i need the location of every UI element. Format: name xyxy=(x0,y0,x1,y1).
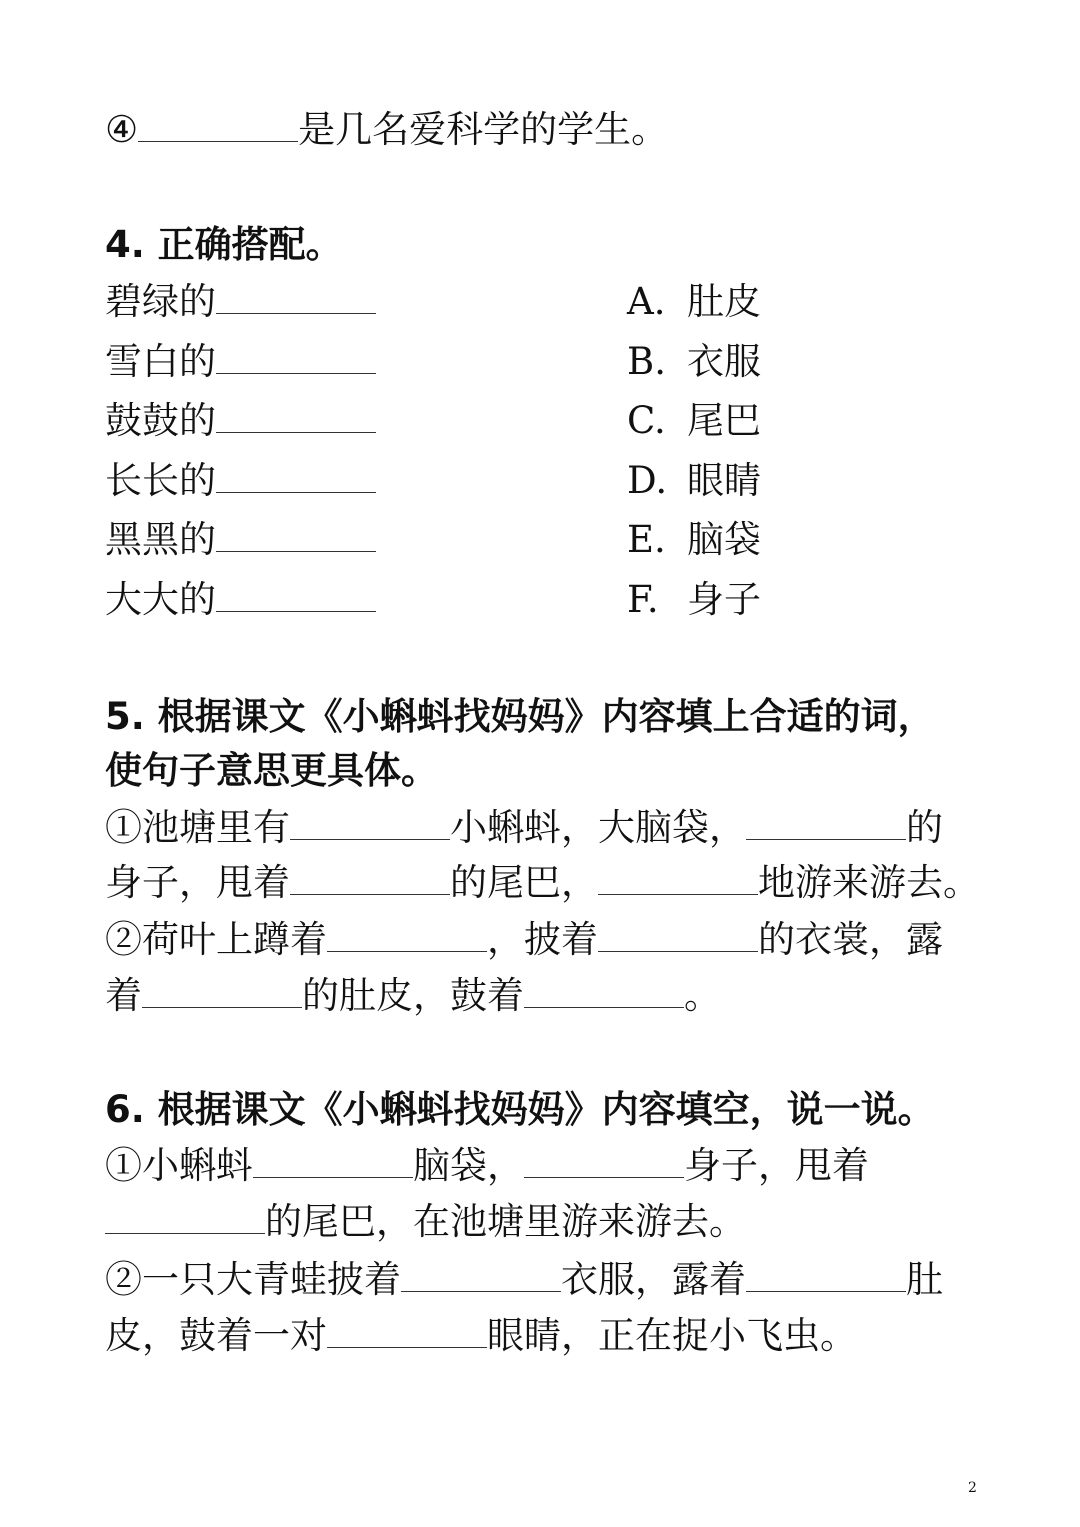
q5-line xyxy=(105,918,943,962)
line-text: 的肚皮，鼓着 xyxy=(302,974,524,1017)
line-text: 的衣裳，露 xyxy=(758,918,943,961)
line-text: ①池塘里有 xyxy=(105,806,290,849)
blank[interactable] xyxy=(746,1261,906,1292)
blank[interactable] xyxy=(105,1203,265,1234)
blank[interactable] xyxy=(401,1261,561,1292)
line-text: 身子，甩着 xyxy=(684,1144,869,1187)
line-text: 的 xyxy=(906,806,943,849)
q4-title: 4. 正确搭配。 xyxy=(105,223,343,266)
q5-line xyxy=(105,806,943,850)
option-text: 眼睛 xyxy=(687,458,761,502)
blank[interactable] xyxy=(253,1147,413,1178)
blank[interactable] xyxy=(746,809,906,840)
q6-title: 6. 根据课文《小蝌蚪找妈妈》内容填空，说一说。 xyxy=(105,1088,935,1131)
item-text: 是几名爱科学的学生。 xyxy=(298,108,669,151)
line-text: ②荷叶上蹲着 xyxy=(105,918,327,961)
q3-item4 xyxy=(105,108,668,152)
line-text: ②一只大青蛙披着 xyxy=(105,1258,401,1301)
blank[interactable] xyxy=(216,521,376,552)
blank[interactable] xyxy=(216,581,376,612)
match-option xyxy=(627,578,761,622)
blank[interactable] xyxy=(216,462,376,493)
line-text: 衣服，露着 xyxy=(561,1258,746,1301)
option-letter: F. xyxy=(627,578,659,621)
match-option xyxy=(627,399,761,443)
blank[interactable] xyxy=(598,864,758,895)
q5-title-cont: 使句子意思更具体。 xyxy=(105,749,438,792)
match-left-text: 雪白的 xyxy=(105,339,216,383)
option-text: 脑袋 xyxy=(687,518,761,562)
option-text: 衣服 xyxy=(687,339,761,383)
q6-line xyxy=(105,1144,869,1188)
line-text: 身子，甩着 xyxy=(105,861,290,904)
blank[interactable] xyxy=(216,402,376,433)
line-text: 肚 xyxy=(906,1258,943,1301)
q5-line xyxy=(105,861,980,905)
blank[interactable] xyxy=(524,977,684,1008)
match-option xyxy=(627,518,761,562)
blank[interactable] xyxy=(327,1317,487,1348)
match-left-item xyxy=(105,459,376,503)
line-text: 眼睛，正在捉小飞虫。 xyxy=(487,1314,857,1357)
blank[interactable] xyxy=(142,977,302,1008)
q5-line xyxy=(105,974,721,1018)
line-text: 的尾巴， xyxy=(450,861,598,904)
page-number: 2 xyxy=(968,1480,977,1496)
q6-line xyxy=(105,1258,943,1302)
blank[interactable] xyxy=(290,864,450,895)
match-left-text: 大大的 xyxy=(105,578,216,621)
match-left-item xyxy=(105,280,376,324)
match-option xyxy=(627,340,761,384)
option-letter: B. xyxy=(627,339,666,383)
option-letter: D. xyxy=(627,458,668,502)
match-left-item xyxy=(105,578,376,622)
match-left-text: 黑黑的 xyxy=(105,518,216,562)
blank[interactable] xyxy=(524,1147,684,1178)
match-left-text: 长长的 xyxy=(105,458,216,502)
line-text: 着 xyxy=(105,974,142,1017)
match-option xyxy=(627,459,761,503)
blank[interactable] xyxy=(598,921,758,952)
match-option xyxy=(627,280,761,324)
match-left-item xyxy=(105,399,376,443)
line-text: 皮，鼓着一对 xyxy=(105,1314,327,1357)
blank[interactable] xyxy=(216,343,376,374)
option-text: 肚皮 xyxy=(687,280,761,323)
line-text: 脑袋， xyxy=(413,1144,524,1187)
blank[interactable] xyxy=(216,283,376,314)
match-left-text: 鼓鼓的 xyxy=(105,399,216,443)
match-left-item xyxy=(105,340,376,384)
option-letter: A. xyxy=(627,280,666,323)
blank[interactable] xyxy=(327,921,487,952)
option-letter: E. xyxy=(627,518,666,562)
item-number: ④ xyxy=(105,108,139,151)
line-text: 的尾巴，在池塘里游来游去。 xyxy=(265,1200,746,1243)
match-left-item xyxy=(105,518,376,562)
line-text: ，披着 xyxy=(487,918,598,961)
option-letter: C. xyxy=(627,399,666,443)
q6-line xyxy=(105,1314,857,1358)
option-text: 身子 xyxy=(687,578,761,621)
q5-title: 5. 根据课文《小蝌蚪找妈妈》内容填上合适的词， xyxy=(105,695,935,738)
q6-line xyxy=(105,1200,746,1244)
line-text: 地游来游去。 xyxy=(758,861,980,904)
match-left-text: 碧绿的 xyxy=(105,280,216,323)
blank[interactable] xyxy=(290,809,450,840)
option-text: 尾巴 xyxy=(687,399,761,443)
blank[interactable] xyxy=(138,111,298,142)
line-text: ①小蝌蚪 xyxy=(105,1144,253,1187)
line-text: 。 xyxy=(684,974,721,1017)
line-text: 小蝌蚪，大脑袋， xyxy=(450,806,746,849)
